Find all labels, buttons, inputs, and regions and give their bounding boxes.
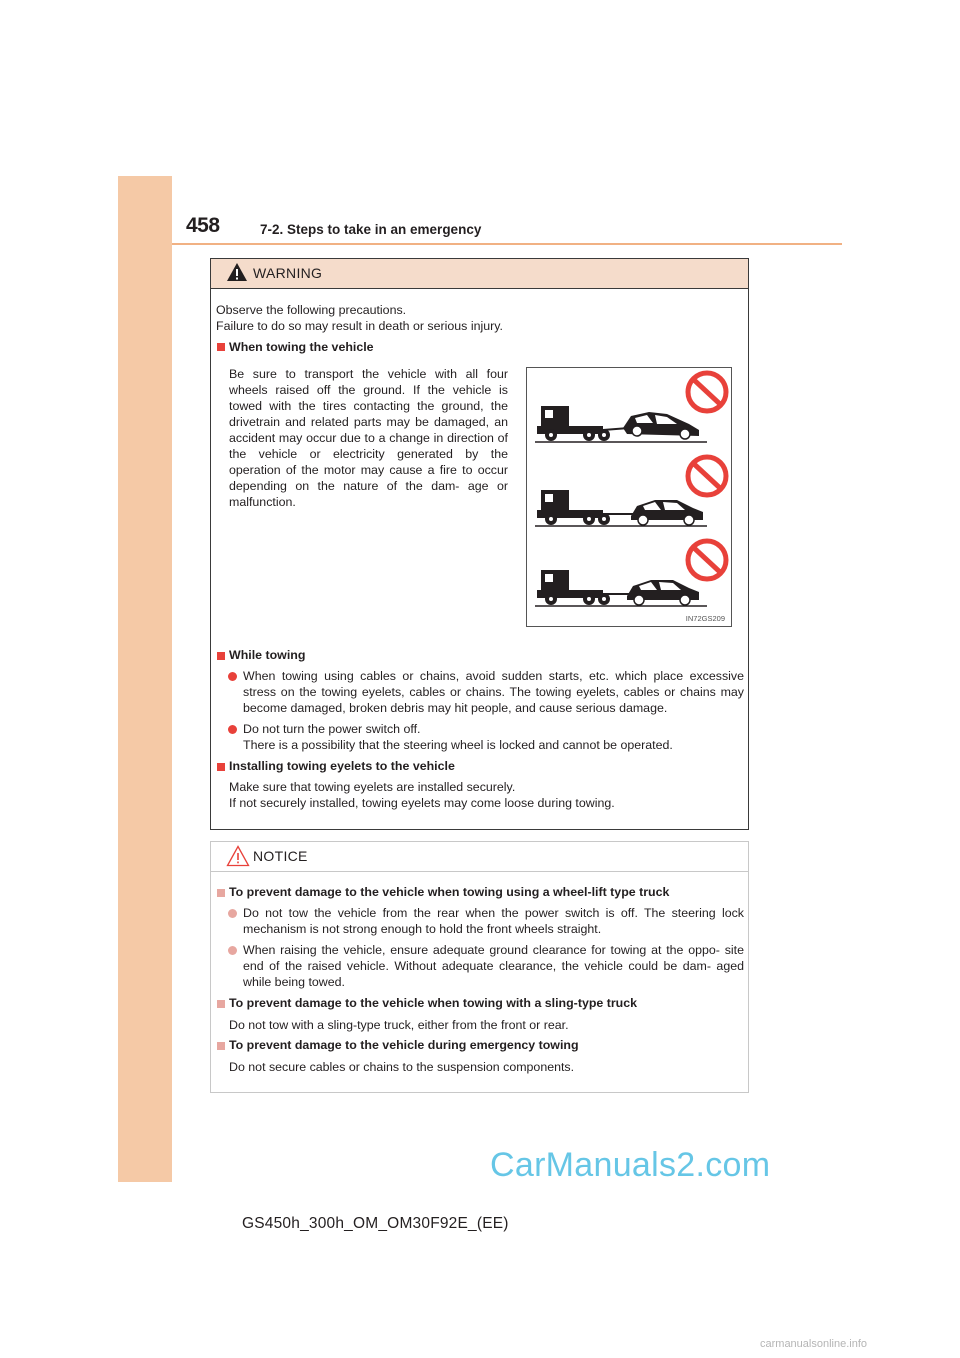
bullet-dot bbox=[228, 909, 237, 918]
while-towing-bullet-1: When towing using cables or chains, avoid sudden starts, etc. which place excessive stress on the towing eyelets, cables or chains. The towing eyelets, cables or chains may become damaged, broken debris may hit people, and cause serious damage. bbox=[243, 669, 744, 715]
while-towing-bullet-2-line-2: There is a possibility that the steering wheel is locked and cannot be operated. bbox=[243, 738, 673, 752]
notice-emergency-text: Do not secure cables or chains to the suspension components. bbox=[229, 1060, 575, 1074]
towing-diagram bbox=[527, 368, 731, 626]
while-towing-bullet-2-line-1: Do not turn the power switch off. bbox=[243, 722, 421, 736]
page-number: 458 bbox=[186, 214, 220, 237]
section-title: 7-2. Steps to take in an emergency bbox=[260, 222, 482, 237]
bullet-dot bbox=[228, 946, 237, 955]
notice-heading-wheel-lift: To prevent damage to the vehicle when towing using a wheel-lift type truck bbox=[229, 885, 670, 899]
heading-bullet-square bbox=[217, 763, 225, 771]
eyelets-line-1: Make sure that towing eyelets are installed securely. bbox=[229, 780, 516, 794]
bullet-dot bbox=[228, 725, 237, 734]
notice-sling-text: Do not tow with a sling-type truck, either from the front or rear. bbox=[229, 1018, 569, 1032]
carmanuals-watermark: CarManuals2.com bbox=[490, 1146, 771, 1184]
when-towing-text: Be sure to transport the vehicle with all four wheels raised off the ground. If the vehicle is towed with the tires contacting the ground, the drivetrain and related parts may be damaged, an accident may occur due to a change in direction of the vehicle or electricity generated by the operation of the motor may cause a fire to occur depending on the nature of the dam- age or malfunction. bbox=[229, 367, 508, 509]
warning-title: WARNING bbox=[253, 265, 323, 281]
chapter-sidebar-tab bbox=[118, 176, 172, 1182]
heading-bullet-square bbox=[217, 1000, 225, 1008]
notice-wheel-lift-bullet-1: Do not tow the vehicle from the rear when the power switch is off. The steering lock mechanism is not strong enough to hold the front wheels straight. bbox=[243, 906, 744, 936]
heading-bullet-square bbox=[217, 1042, 225, 1050]
bullet-dot bbox=[228, 672, 237, 681]
tow-row-1 bbox=[535, 373, 726, 442]
towing-illustration bbox=[526, 367, 732, 627]
eyelets-line-2: If not securely installed, towing eyelets may come loose during towing. bbox=[229, 796, 615, 810]
heading-bullet-square bbox=[217, 652, 225, 660]
notice-heading-emergency: To prevent damage to the vehicle during emergency towing bbox=[229, 1038, 579, 1052]
notice-heading-sling: To prevent damage to the vehicle when towing with a sling-type truck bbox=[229, 996, 638, 1010]
warning-triangle-icon bbox=[226, 262, 248, 282]
warning-intro-1: Observe the following precautions. bbox=[216, 303, 407, 317]
caution-triangle-icon bbox=[226, 845, 250, 867]
when-towing-heading: When towing the vehicle bbox=[229, 340, 374, 354]
heading-bullet-square bbox=[217, 889, 225, 897]
tow-row-3 bbox=[535, 541, 726, 606]
eyelets-heading: Installing towing eyelets to the vehicle bbox=[229, 759, 455, 773]
figure-code: IN72GS209 bbox=[685, 614, 725, 623]
header-rule bbox=[172, 243, 842, 245]
notice-box bbox=[210, 841, 749, 1093]
notice-title: NOTICE bbox=[253, 848, 308, 864]
warning-intro-2: Failure to do so may result in death or serious injury. bbox=[216, 319, 503, 333]
notice-header bbox=[211, 842, 748, 872]
footer-model-code: GS450h_300h_OM_OM30F92E_(EE) bbox=[242, 1215, 509, 1232]
notice-wheel-lift-bullet-2: When raising the vehicle, ensure adequate ground clearance for towing at the oppo- site end of the raised vehicle. Without adequate clearance, the vehicle could be dam- aged while being towed. bbox=[243, 943, 744, 989]
heading-bullet-square bbox=[217, 343, 225, 351]
tow-row-2 bbox=[535, 457, 726, 526]
while-towing-heading: While towing bbox=[229, 648, 306, 662]
site-watermark: carmanualsonline.info bbox=[760, 1338, 868, 1350]
warning-box bbox=[210, 258, 749, 830]
warning-header bbox=[211, 259, 748, 289]
